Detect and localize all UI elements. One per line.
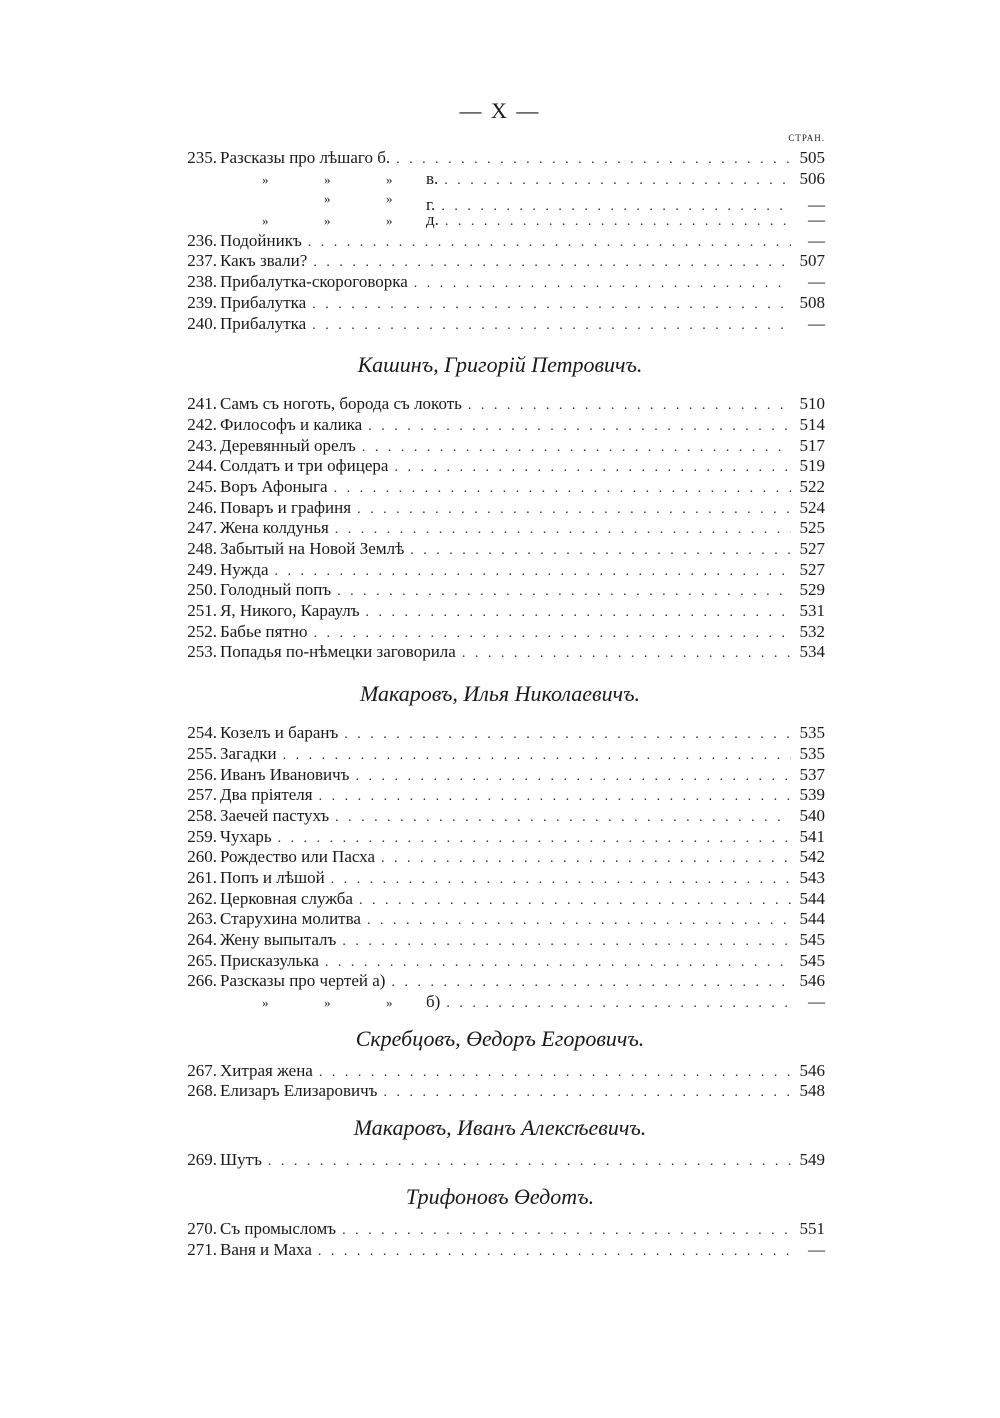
toc-entry bbox=[175, 622, 825, 643]
dot-leader bbox=[408, 274, 791, 295]
entry-page: 548 bbox=[799, 1081, 825, 1101]
ditto-mark: » bbox=[386, 191, 393, 207]
ditto-mark: » bbox=[386, 995, 393, 1011]
entry-number: 259. bbox=[187, 826, 217, 846]
toc-entry bbox=[175, 992, 825, 1013]
toc-entry bbox=[175, 971, 825, 992]
entry-page: 551 bbox=[799, 1218, 825, 1238]
toc-entry bbox=[175, 868, 825, 889]
dot-leader bbox=[377, 1083, 791, 1104]
table-of-contents bbox=[175, 148, 825, 1260]
entry-page: 508 bbox=[799, 292, 825, 312]
ditto-marks bbox=[217, 170, 426, 191]
entry-title: Разсказы про лѣшаго б. bbox=[220, 148, 391, 167]
toc-entry bbox=[175, 231, 825, 252]
entry-page: 517 bbox=[799, 435, 825, 455]
entry-page: 537 bbox=[799, 764, 825, 784]
entry-title: Прибалутка bbox=[220, 313, 307, 333]
entry-number: 263. bbox=[187, 909, 217, 929]
entry-number: 257. bbox=[187, 785, 217, 805]
toc-entry bbox=[175, 951, 825, 972]
toc-entry bbox=[175, 1240, 825, 1261]
dot-leader bbox=[328, 479, 791, 500]
entry-title: Философъ и калика bbox=[220, 414, 363, 434]
section-heading: Кашинъ, Григорій Петровичъ. bbox=[357, 352, 643, 378]
entry-page: 539 bbox=[799, 785, 825, 805]
entry-number: 249. bbox=[187, 559, 217, 579]
entry-number: 253. bbox=[187, 642, 217, 662]
entry-title: Ваня и Маха bbox=[220, 1239, 312, 1259]
toc-entry bbox=[175, 1150, 825, 1171]
entry-title: Жена колдунья bbox=[220, 518, 329, 538]
dot-leader bbox=[462, 396, 791, 417]
toc-entry bbox=[175, 539, 825, 560]
ditto-mark: » bbox=[262, 995, 269, 1011]
entry-title: Козелъ и баранъ bbox=[220, 723, 339, 743]
entry-page: 544 bbox=[799, 909, 825, 929]
entry-number: 252. bbox=[187, 621, 217, 641]
entry-page: — bbox=[808, 1239, 825, 1259]
toc-entry bbox=[175, 1081, 825, 1102]
ditto-mark: » bbox=[324, 171, 331, 187]
entry-suffix: д. bbox=[426, 210, 439, 230]
toc-entry bbox=[175, 827, 825, 848]
entry-number: 262. bbox=[187, 888, 217, 908]
entry-number: 270. bbox=[187, 1218, 217, 1238]
dot-leader bbox=[331, 582, 791, 603]
dot-leader bbox=[319, 953, 791, 974]
entry-suffix: в. bbox=[426, 168, 439, 188]
dot-leader bbox=[375, 849, 791, 870]
toc-entry bbox=[175, 169, 825, 190]
ditto-mark: » bbox=[386, 171, 393, 187]
toc-entry bbox=[175, 601, 825, 622]
toc-entry bbox=[175, 272, 825, 293]
entry-page: 531 bbox=[799, 601, 825, 621]
entry-title: Два пріятеля bbox=[220, 785, 313, 805]
toc-entry bbox=[175, 806, 825, 827]
toc-entry bbox=[175, 642, 825, 663]
entry-number: 258. bbox=[187, 805, 217, 825]
entry-page: — bbox=[808, 230, 825, 250]
entry-number: 240. bbox=[187, 313, 217, 333]
toc-entry bbox=[175, 477, 825, 498]
toc-entry bbox=[175, 394, 825, 415]
entry-number: 237. bbox=[187, 251, 217, 271]
toc-entry bbox=[175, 1219, 825, 1240]
entry-page: 534 bbox=[799, 642, 825, 662]
entry-title: Самъ съ ноготь, борода съ локоть bbox=[220, 394, 462, 414]
entry-number: 248. bbox=[187, 539, 217, 558]
dot-leader bbox=[313, 1063, 791, 1084]
dot-leader bbox=[390, 150, 791, 171]
section-heading: Макаровъ, Иванъ Алексѣевичъ. bbox=[353, 1115, 647, 1141]
dot-leader bbox=[440, 994, 791, 1015]
dot-leader bbox=[353, 891, 791, 912]
dot-leader bbox=[306, 295, 791, 316]
entry-page: 549 bbox=[799, 1150, 825, 1170]
entry-page: 505 bbox=[799, 148, 825, 167]
entry-title: Бабье пятно bbox=[220, 621, 308, 641]
dot-leader bbox=[336, 1221, 791, 1242]
entry-title: Жену выпыталъ bbox=[220, 930, 337, 949]
entry-page: — bbox=[808, 992, 825, 1012]
entry-number: 238. bbox=[187, 272, 217, 292]
entry-title: Попадья по-нѣмецки заговорила bbox=[220, 642, 456, 662]
entry-title: Присказулька bbox=[220, 950, 319, 970]
toc-entry bbox=[175, 723, 825, 744]
entry-number: 271. bbox=[187, 1239, 217, 1259]
dot-leader bbox=[307, 253, 791, 274]
entry-page: 545 bbox=[799, 930, 825, 949]
toc-entry bbox=[175, 415, 825, 436]
entry-number: 243. bbox=[187, 435, 217, 455]
toc-entry bbox=[175, 765, 825, 786]
entry-page: 527 bbox=[799, 559, 825, 579]
toc-entry bbox=[175, 293, 825, 314]
entry-title: Нужда bbox=[220, 559, 269, 579]
entry-title: Попъ и лѣшой bbox=[220, 867, 325, 887]
dot-leader bbox=[277, 746, 791, 767]
entry-title: Разсказы про чертей а) bbox=[220, 971, 386, 991]
dot-leader bbox=[351, 500, 791, 521]
entry-page: 514 bbox=[799, 414, 825, 434]
dot-leader bbox=[439, 212, 791, 233]
dot-leader bbox=[438, 171, 791, 192]
entry-number: 247. bbox=[187, 518, 217, 538]
entry-title: Съ промысломъ bbox=[220, 1218, 337, 1238]
entry-page: 507 bbox=[799, 251, 825, 271]
ditto-mark: » bbox=[386, 213, 393, 229]
entry-title: Хитрая жена bbox=[220, 1060, 313, 1080]
page-number: — X — bbox=[459, 98, 541, 123]
entry-suffix: б) bbox=[426, 992, 441, 1012]
dot-leader bbox=[329, 808, 791, 829]
page-column-label: СТРАН. bbox=[788, 133, 825, 143]
entry-page: 546 bbox=[799, 971, 825, 991]
toc-entry bbox=[175, 889, 825, 910]
entry-number: 245. bbox=[187, 476, 217, 496]
toc-entry bbox=[175, 909, 825, 930]
dot-leader bbox=[361, 911, 791, 932]
ditto-mark: » bbox=[324, 213, 331, 229]
dot-leader bbox=[404, 541, 791, 562]
entry-number: 246. bbox=[187, 497, 217, 517]
entry-number: 266. bbox=[187, 971, 217, 991]
entry-page: 542 bbox=[799, 847, 825, 867]
entry-page: 546 bbox=[799, 1060, 825, 1080]
dot-leader bbox=[388, 458, 791, 479]
toc-entry bbox=[175, 436, 825, 457]
dot-leader bbox=[312, 1242, 791, 1263]
entry-page: 524 bbox=[799, 497, 825, 517]
entry-title: Воръ Афоныга bbox=[220, 476, 328, 496]
ditto-mark: » bbox=[324, 191, 331, 207]
section-heading: Скребцовъ, Өедоръ Егоровичъ. bbox=[355, 1025, 645, 1051]
entry-page: 525 bbox=[799, 518, 825, 538]
entry-number: 256. bbox=[187, 764, 217, 784]
entry-number: 250. bbox=[187, 580, 217, 600]
entry-title: Солдатъ и три офицера bbox=[220, 456, 389, 476]
entry-page: 543 bbox=[799, 867, 825, 887]
entry-title: Забытый на Новой Землѣ bbox=[220, 539, 405, 558]
entry-title: Подойникъ bbox=[220, 230, 302, 250]
toc-entry bbox=[175, 580, 825, 601]
entry-title: Заечей пастухъ bbox=[220, 805, 330, 825]
entry-page: — bbox=[808, 313, 825, 333]
toc-entry bbox=[175, 189, 825, 215]
toc-entry bbox=[175, 847, 825, 868]
dot-leader bbox=[356, 438, 791, 459]
entry-number: 260. bbox=[187, 847, 217, 867]
entry-page: 522 bbox=[799, 476, 825, 496]
toc-entry bbox=[175, 148, 825, 169]
toc-entry bbox=[175, 314, 825, 335]
entry-number: 242. bbox=[187, 414, 217, 434]
entry-title: Церковная служба bbox=[220, 888, 353, 908]
dot-leader bbox=[360, 603, 791, 624]
entry-page: 535 bbox=[799, 723, 825, 743]
entry-page: 519 bbox=[799, 456, 825, 476]
entry-title: Иванъ Ивановичъ bbox=[220, 764, 350, 784]
dot-leader bbox=[272, 829, 791, 850]
entry-title: Чухарь bbox=[220, 826, 272, 846]
ditto-marks bbox=[217, 211, 426, 232]
entry-number: 251. bbox=[187, 601, 217, 621]
entry-page: 532 bbox=[799, 621, 825, 641]
entry-page: 535 bbox=[799, 743, 825, 763]
ditto-marks bbox=[217, 189, 426, 210]
dot-leader bbox=[269, 562, 792, 583]
entry-number: 244. bbox=[187, 456, 217, 476]
toc-entry bbox=[175, 251, 825, 272]
entry-title: Прибалутка bbox=[220, 292, 307, 312]
entry-page: — bbox=[808, 272, 825, 292]
entry-page: — bbox=[808, 210, 825, 230]
dot-leader bbox=[325, 870, 791, 891]
entry-title: Рождество или Пасха bbox=[220, 847, 376, 867]
dot-leader bbox=[302, 233, 791, 254]
ditto-mark: » bbox=[262, 171, 269, 187]
dot-leader bbox=[456, 644, 791, 665]
toc-entry bbox=[175, 560, 825, 581]
toc-entry bbox=[175, 518, 825, 539]
entry-page: 544 bbox=[799, 888, 825, 908]
entry-title: Голодный попъ bbox=[220, 580, 332, 600]
entry-page: 527 bbox=[799, 539, 825, 558]
dot-leader bbox=[338, 725, 791, 746]
toc-entry bbox=[175, 456, 825, 477]
entry-title: Загадки bbox=[220, 743, 277, 763]
dot-leader bbox=[385, 973, 791, 994]
entry-suffix: г. bbox=[426, 195, 436, 215]
entry-number: 268. bbox=[187, 1081, 217, 1101]
toc-entry bbox=[175, 498, 825, 519]
dot-leader bbox=[306, 316, 791, 337]
ditto-marks bbox=[217, 993, 426, 1014]
entry-title: Шутъ bbox=[220, 1150, 262, 1170]
entry-page: 510 bbox=[799, 394, 825, 414]
toc-entry bbox=[175, 785, 825, 806]
entry-number: 255. bbox=[187, 743, 217, 763]
entry-title: Какъ звали? bbox=[220, 251, 308, 271]
entry-number: 269. bbox=[187, 1150, 217, 1170]
dot-leader bbox=[262, 1152, 791, 1173]
ditto-mark bbox=[262, 189, 324, 210]
entry-number: 236. bbox=[187, 230, 217, 250]
dot-leader bbox=[329, 520, 791, 541]
entry-number: 261. bbox=[187, 867, 217, 887]
ditto-mark: » bbox=[324, 995, 331, 1011]
entry-number: 254. bbox=[187, 723, 217, 743]
entry-title: Старухина молитва bbox=[220, 909, 361, 929]
entry-page: 545 bbox=[799, 950, 825, 970]
entry-number: 241. bbox=[187, 394, 217, 414]
entry-number: 239. bbox=[187, 292, 217, 312]
entry-title: Прибалутка-скороговорка bbox=[220, 272, 408, 292]
entry-number: 265. bbox=[187, 950, 217, 970]
entry-title: Елизаръ Елизаровичъ bbox=[220, 1081, 378, 1101]
entry-page: 540 bbox=[799, 805, 825, 825]
entry-page: 506 bbox=[799, 168, 825, 188]
toc-entry bbox=[175, 1061, 825, 1082]
entry-title: Поваръ и графиня bbox=[220, 497, 352, 517]
entry-number: 267. bbox=[187, 1060, 217, 1080]
section-heading: Трифоновъ Өедотъ. bbox=[405, 1183, 595, 1209]
entry-number: 235. bbox=[187, 148, 217, 167]
entry-title: Деревянный орелъ bbox=[220, 435, 356, 455]
dot-leader bbox=[307, 624, 791, 645]
entry-page: — bbox=[808, 195, 825, 215]
dot-leader bbox=[362, 417, 791, 438]
entry-page: 529 bbox=[799, 580, 825, 600]
section-heading: Макаровъ, Илья Николаевичъ. bbox=[359, 681, 641, 707]
toc-entry bbox=[175, 930, 825, 951]
entry-number: 264. bbox=[187, 930, 217, 949]
toc-entry bbox=[175, 744, 825, 765]
entry-page: 541 bbox=[799, 826, 825, 846]
dot-leader bbox=[336, 932, 791, 953]
dot-leader bbox=[349, 767, 791, 788]
entry-title: Я, Никого, Караулъ bbox=[220, 601, 360, 621]
dot-leader bbox=[313, 787, 791, 808]
ditto-mark: » bbox=[262, 213, 269, 229]
toc-entry bbox=[175, 210, 825, 231]
